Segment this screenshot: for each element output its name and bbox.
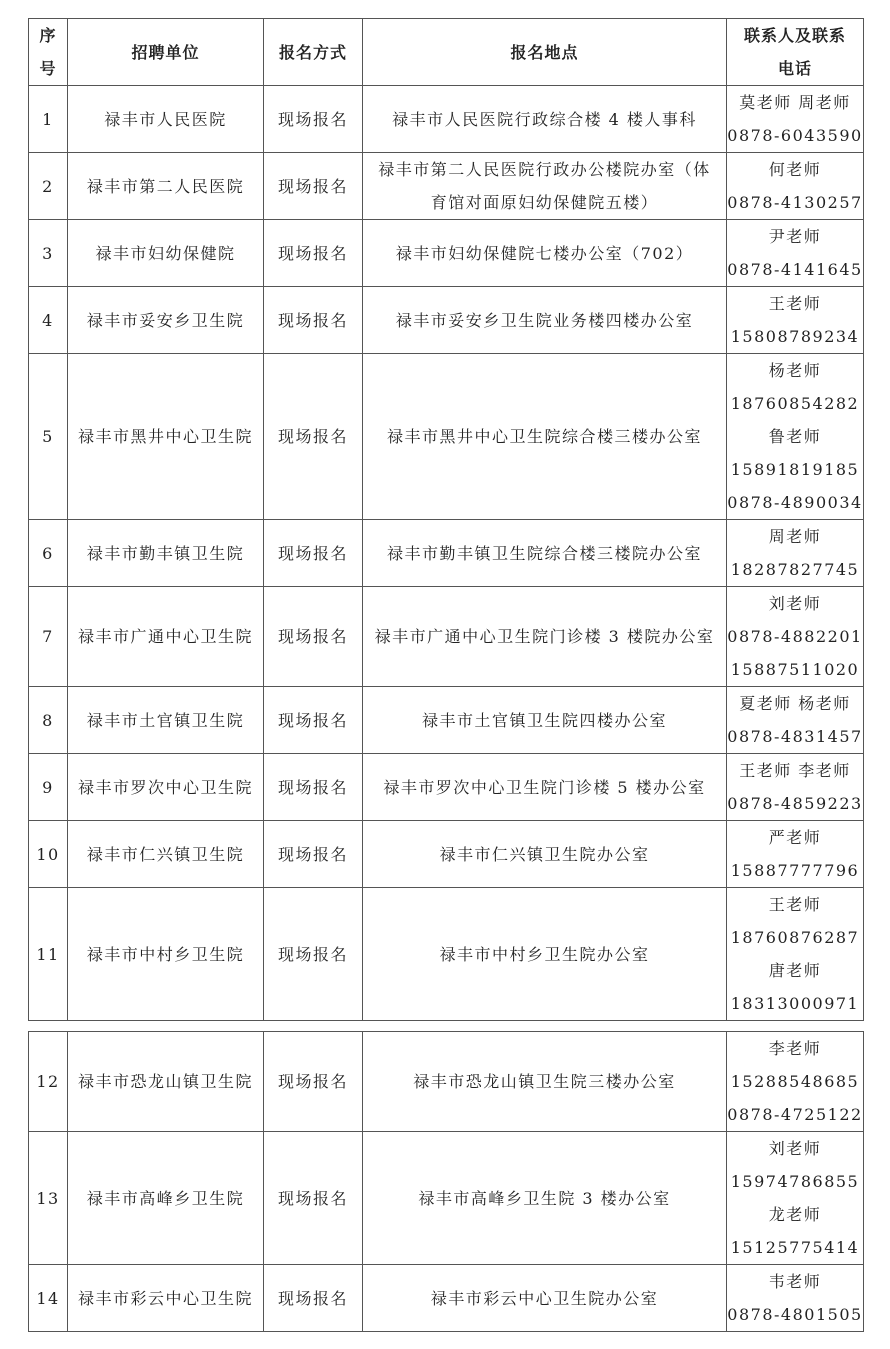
header-contact-line1: 联系人及联系 [743,26,846,45]
location-line: 育馆对面原妇幼保健院五楼） [430,193,659,212]
contact-line: 0878-4882201 [727,627,863,646]
row-number: 9 [29,754,68,821]
contact-line: 龙老师 [768,1205,822,1224]
row-method: 现场报名 [264,821,363,888]
table-row [29,86,864,153]
contact-line: 杨老师 [768,361,822,380]
row-location [363,287,727,354]
row-location [363,587,727,687]
row-unit: 禄丰市罗次中心卫生院 [68,754,264,821]
row-location [363,1032,727,1132]
row-method: 现场报名 [264,86,363,153]
row-method: 现场报名 [264,1132,363,1265]
contact-line: 刘老师 [768,1139,822,1158]
row-number: 11 [29,888,68,1021]
contact-line: 何老师 [768,160,822,179]
row-location [363,354,727,520]
row-location [363,220,727,287]
table-row [29,520,864,587]
row-contacts [727,687,864,754]
location-line: 禄丰市恐龙山镇卫生院三楼办公室 [413,1072,676,1091]
row-number: 4 [29,287,68,354]
contact-line: 15288548685 [730,1072,860,1091]
row-method: 现场报名 [264,153,363,220]
row-contacts [727,220,864,287]
row-location [363,1265,727,1332]
row-contacts [727,821,864,888]
row-number: 6 [29,520,68,587]
contact-line: 15891819185 [730,460,860,479]
location-line: 禄丰市第二人民医院行政办公楼院办室（体 [378,160,711,179]
table-row [29,888,864,1021]
contact-line: 刘老师 [768,594,822,613]
row-contacts [727,287,864,354]
header-contact [727,19,864,86]
row-number: 7 [29,587,68,687]
row-contacts [727,1032,864,1132]
row-location [363,821,727,888]
row-contacts [727,153,864,220]
contact-line: 15887777796 [730,861,860,880]
row-contacts [727,1265,864,1332]
table-row [29,1265,864,1332]
contact-line: 尹老师 [768,227,822,246]
row-number: 1 [29,86,68,153]
contact-line: 15125775414 [730,1238,860,1257]
location-line: 禄丰市仁兴镇卫生院办公室 [439,844,650,864]
row-method: 现场报名 [264,754,363,821]
contact-line: 0878-4890034 [727,493,863,512]
row-number: 3 [29,220,68,287]
row-unit: 禄丰市第二人民医院 [68,153,264,220]
row-method: 现场报名 [264,888,363,1021]
row-unit: 禄丰市彩云中心卫生院 [68,1265,264,1332]
row-unit: 禄丰市仁兴镇卫生院 [68,821,264,888]
header-unit: 招聘单位 [68,19,264,86]
contact-line: 0878-6043590 [727,126,863,145]
table-row [29,1132,864,1265]
location-line: 禄丰市勤丰镇卫生院综合楼三楼院办公室 [386,543,702,563]
row-unit: 禄丰市妥安乡卫生院 [68,287,264,354]
row-unit: 禄丰市恐龙山镇卫生院 [68,1032,264,1132]
contact-line: 0878-4141645 [727,260,863,279]
registration-table [28,18,864,1021]
contact-line: 0878-4859223 [727,794,863,813]
row-location [363,754,727,821]
row-unit: 禄丰市广通中心卫生院 [68,587,264,687]
row-number: 12 [29,1032,68,1132]
row-number: 13 [29,1132,68,1265]
row-method: 现场报名 [264,587,363,687]
table-row [29,587,864,687]
contact-line: 严老师 [768,828,822,847]
contact-line: 莫老师 周老师 [739,93,851,112]
location-line: 禄丰市广通中心卫生院门诊楼 3 楼院办公室 [374,627,715,646]
contact-line: 鲁老师 [768,427,822,446]
row-location [363,153,727,220]
row-contacts [727,754,864,821]
contact-line: 15887511020 [730,660,860,679]
row-method: 现场报名 [264,220,363,287]
table-row [29,821,864,888]
contact-line: 0878-4130257 [727,193,863,212]
row-location [363,1132,727,1265]
row-unit: 禄丰市妇幼保健院 [68,220,264,287]
contact-line: 18760854282 [730,394,860,413]
location-line: 禄丰市妥安乡卫生院业务楼四楼办公室 [395,310,694,330]
table-row [29,754,864,821]
row-location [363,520,727,587]
contact-line: 夏老师 杨老师 [739,694,851,713]
table-header-row [29,19,864,86]
contact-line: 15808789234 [730,327,860,346]
location-line: 禄丰市高峰乡卫生院 3 楼办公室 [418,1188,671,1208]
header-method: 报名方式 [264,19,363,86]
contact-line: 王老师 李老师 [739,761,851,780]
location-line: 禄丰市中村乡卫生院办公室 [439,944,650,964]
table-row [29,354,864,520]
table-row [29,153,864,220]
registration-table-continued [28,1031,864,1332]
contact-line: 18760876287 [730,928,860,947]
contact-line: 0878-4831457 [727,727,863,746]
row-contacts [727,86,864,153]
table-row [29,287,864,354]
row-contacts [727,1132,864,1265]
contact-line: 0878-4801505 [727,1305,863,1324]
row-method: 现场报名 [264,354,363,520]
row-unit: 禄丰市黑井中心卫生院 [68,354,264,520]
table-row [29,1032,864,1132]
header-contact-line2: 电话 [777,59,812,78]
row-unit: 禄丰市人民医院 [68,86,264,153]
table-row [29,687,864,754]
row-method: 现场报名 [264,520,363,587]
contact-line: 唐老师 [768,961,822,980]
contact-line: 李老师 [768,1039,822,1058]
row-unit: 禄丰市中村乡卫生院 [68,888,264,1021]
row-location [363,86,727,153]
row-number: 14 [29,1265,68,1332]
location-line: 禄丰市土官镇卫生院四楼办公室 [421,710,667,730]
contact-line: 18287827745 [730,560,860,579]
header-seq-line1: 序 [39,26,57,45]
contact-line: 韦老师 [768,1272,822,1291]
row-number: 5 [29,354,68,520]
contact-line: 王老师 [768,294,822,313]
contact-line: 王老师 [768,895,822,914]
row-number: 2 [29,153,68,220]
contact-line: 周老师 [768,527,822,546]
location-line: 禄丰市罗次中心卫生院门诊楼 5 楼办公室 [383,777,706,797]
header-location: 报名地点 [363,19,727,86]
row-method: 现场报名 [264,1032,363,1132]
location-line: 禄丰市黑井中心卫生院综合楼三楼办公室 [386,427,702,446]
header-seq-line2: 号 [39,59,57,78]
row-location [363,687,727,754]
location-line: 禄丰市人民医院行政综合楼 4 楼人事科 [392,109,697,129]
row-unit: 禄丰市勤丰镇卫生院 [68,520,264,587]
row-unit: 禄丰市土官镇卫生院 [68,687,264,754]
row-contacts [727,888,864,1021]
contact-line: 18313000971 [730,994,860,1013]
row-method: 现场报名 [264,687,363,754]
row-method: 现场报名 [264,1265,363,1332]
row-contacts [727,354,864,520]
row-location [363,888,727,1021]
contact-line: 15974786855 [730,1172,860,1191]
location-line: 禄丰市妇幼保健院七楼办公室（702） [395,243,694,263]
row-unit: 禄丰市高峰乡卫生院 [68,1132,264,1265]
table-row [29,220,864,287]
row-number: 8 [29,687,68,754]
location-line: 禄丰市彩云中心卫生院办公室 [430,1288,659,1308]
header-seq [29,19,68,86]
row-method: 现场报名 [264,287,363,354]
row-contacts [727,520,864,587]
row-contacts [727,587,864,687]
row-number: 10 [29,821,68,888]
contact-line: 0878-4725122 [727,1105,863,1124]
